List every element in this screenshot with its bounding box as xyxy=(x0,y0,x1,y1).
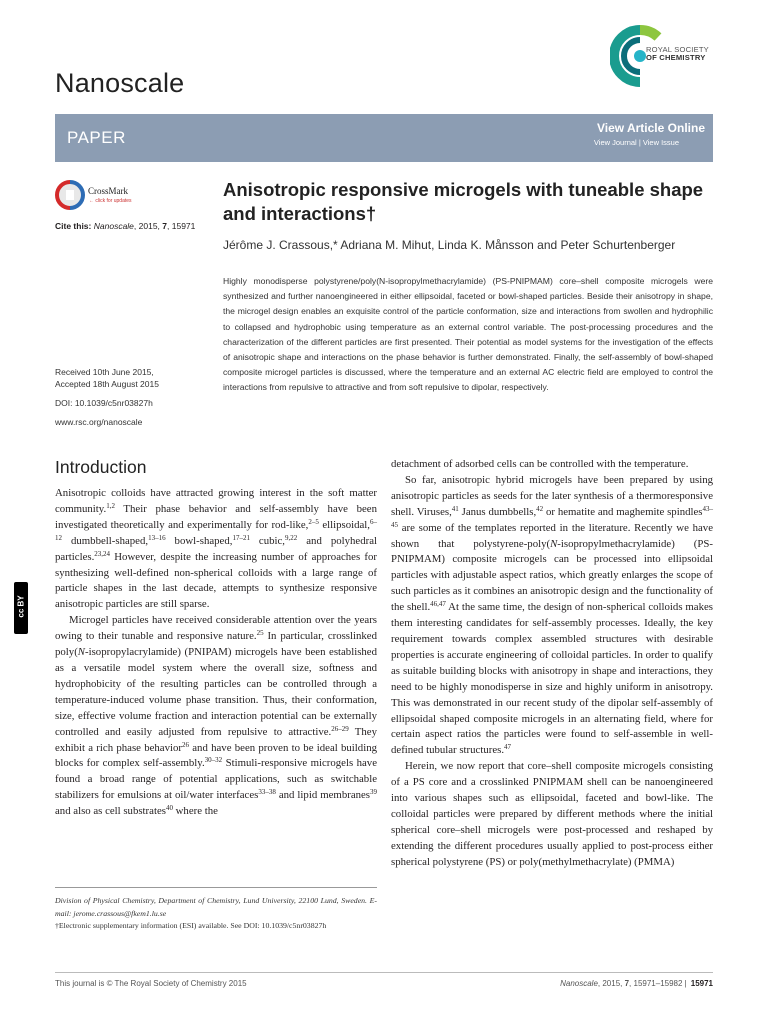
page-citation: Nanoscale, 2015, 7, 15971–15982 | 15971 xyxy=(560,979,713,988)
author-list: Jérôme J. Crassous,* Adriana M. Mihut, Linda K. Månsson and Peter Schurtenberger xyxy=(223,238,676,252)
affiliation-footnote: Division of Physical Chemistry, Department of Chemistry, Lund University, 22100 Lund, Sweden. E-mail: jerome.crassous@fkem1.lu.se xyxy=(55,896,377,918)
doi[interactable]: DOI: 10.1039/c5nr03827h xyxy=(55,398,153,408)
crossmark-badge[interactable] xyxy=(55,178,145,214)
copyright-notice: This journal is © The Royal Society of Chemistry 2015 xyxy=(55,979,247,988)
footnotes xyxy=(55,895,377,933)
journal-url[interactable]: www.rsc.org/nanoscale xyxy=(55,417,143,427)
abstract: Highly monodisperse polystyrene/poly(N-isopropylmethacrylamide) (PS-PNIPMAM) core–shell composite microgels were synthesized and further nanoengineered in either ellipsoidal, faceted or bowl-shaped particles. Beside their anisotropy in shape, the microgel design enables an exquisite control of the particle conformation, size and interactions from swollen and hydrophilic to collapsed and hydrophobic using temperature as an external control variable. The post-processing procedures and the characterization of the different particles are first presented. Their potential as model systems for the investigation of the effects of anisotropic shape and interactions on the phase behavior is further demonstrated. Finally, the self-assembly of bowl-shaped composite microgel particles is discussed, where the temperature and an external AC electric field are employed to control the interactions from repulsive to attractive and from soft repulsive to dipolar, respectively. xyxy=(223,276,713,393)
view-issue-link[interactable]: View Issue xyxy=(642,138,679,147)
footer-divider xyxy=(55,972,713,973)
article-title: Anisotropic responsive microgels with tuneable shape and interactions† xyxy=(223,179,704,224)
crossmark-sublabel: ← click for updates xyxy=(89,198,132,204)
intro-paragraph-continued: detachment of adsorbed cells can be controlled with the temperature. xyxy=(391,458,689,470)
crossmark-icon xyxy=(55,178,85,212)
intro-paragraph-3: So far, anisotropic hybrid microgels have been prepared by using anisotropic particles as seeds for the later synthesis of a thermoresponsive shell. Viruses,$^{41}$ Janus dumbbells,$^{42}$ or hematite and maghemite spindles$^{43-45}$ are some of the templates reported in the literature. Recently we have shown that polystyrene-poly(N-isopropylmethacrylamide) (PS-PNIPMAM) composite microgels can be processed into ellipsoidal particles with adjustable aspect ratios, which greatly enlarges the scope of such particles as it combines an anisotropic design and the functionality of the shell.$^{46,47}$ At the same time, the design of non-spherical colloids makes them interesting candidates for self-assembly processes. Ideally, the key requirement towards complex assembled structures with desirable properties is accurate engineering of colloidal particles. In order to qualify as suitable building blocks with anisotropy in shape and interactions, they need to be highly monodisperse in size and highly uniform in anisotropy. This was demonstrated in our recent study of the dipolar self-assembly of ellipsoidal shaped composite microgels in an alternating field, where for certain aspect ratios the particles were found to self-assemble in well-defined tubular structures.$^{47}$ xyxy=(391,473,713,757)
crossmark-label: CrossMark xyxy=(88,186,128,196)
journal-links xyxy=(594,138,679,147)
citation: Cite this: Nanoscale, 2015, 7, 15971 xyxy=(55,221,196,231)
link-separator: | xyxy=(638,138,641,147)
footnote-divider xyxy=(55,887,377,888)
view-article-online-link[interactable]: View Article Online xyxy=(596,121,705,135)
page-number: 15971 xyxy=(690,979,713,988)
article-history xyxy=(55,366,159,428)
intro-paragraph-1: Anisotropic colloids have attracted growing interest in the soft matter community.$^{1,2}$ Their phase behavior and self-assembly have been investigated theoretically and experimentally for rod-like,$^{2-5}$ ellipsoidal,$^{6-12}$ dumbbell-shaped,$^{13-16}$ bowl-shaped,$^{17-21}$ cubic,$^{9,22}$ and polyhedral particles.$^{23,24}$ However, despite the increasing number of approaches for synthesizing well-defined non-spherical colloids with a large range of particle shapes in the last decade, attempts to synthesize responsive anisotropic particles are still sparse. xyxy=(55,487,378,611)
esi-footnote: †Electronic supplementary information (ESI) available. See DOI: 10.1039/c5nr03827h xyxy=(55,921,327,930)
rsc-wordmark: ROYAL SOCIETY OF CHEMISTRY xyxy=(646,45,709,63)
view-journal-link[interactable]: View Journal xyxy=(593,138,637,147)
left-column xyxy=(55,456,377,820)
right-column xyxy=(391,457,713,871)
section-heading: Introduction xyxy=(55,457,147,477)
intro-paragraph-4: Herein, we now report that core–shell composite microgels consisting of a PS core and a crosslinked PNIPMAM shell can be nanoengineered into various shapes such as ellipsoidal, faceted and bowl-like. The colloidal particles were prepared by different methods where the initial spherical core–shell microgels were post-processed and reshaped by extending the different procedures usually applied to post-process either spherical polystyrene (PS) or poly(methylmethacrylate) (PMMA) xyxy=(391,760,713,868)
received-date: Received 10th June 2015, xyxy=(55,367,154,377)
article-type-banner xyxy=(55,114,713,162)
cc-by-license-badge[interactable]: cc BY xyxy=(14,582,28,634)
journal-name: Nanoscale xyxy=(55,68,185,98)
accepted-date: Accepted 18th August 2015 xyxy=(55,379,159,389)
intro-paragraph-2: Microgel particles have received considerable attention over the years owing to their tunable and responsive nature.$^{25}$ In particular, crosslinked poly(N-isopropylacrylamide) (PNIPAM) microgels have been established as a versatile model system where the overall size, softness and hydrophobicity of the resulting particles can be controlled through a temperature-induced volume phase transition. Thus, their conformation, size, effective volume fraction and interaction potential can be externally controlled and easily adjusted from repulsive to attractive.$^{26-29}$ They exhibit a rich phase behavior$^{26}$ and have been proven to be ideal building blocks for complex self-assembly.$^{30-32}$ Stimuli-responsive microgels have found a broad range of potential applications, such as switchable stabilizers for emulsions at oil/water interfaces$^{33-38}$ and lipid membranes$^{39}$ and also as cell substrates$^{40}$ where the xyxy=(55,614,378,818)
rsc-logo[interactable] xyxy=(610,24,725,88)
article-type-label: PAPER xyxy=(67,128,126,147)
